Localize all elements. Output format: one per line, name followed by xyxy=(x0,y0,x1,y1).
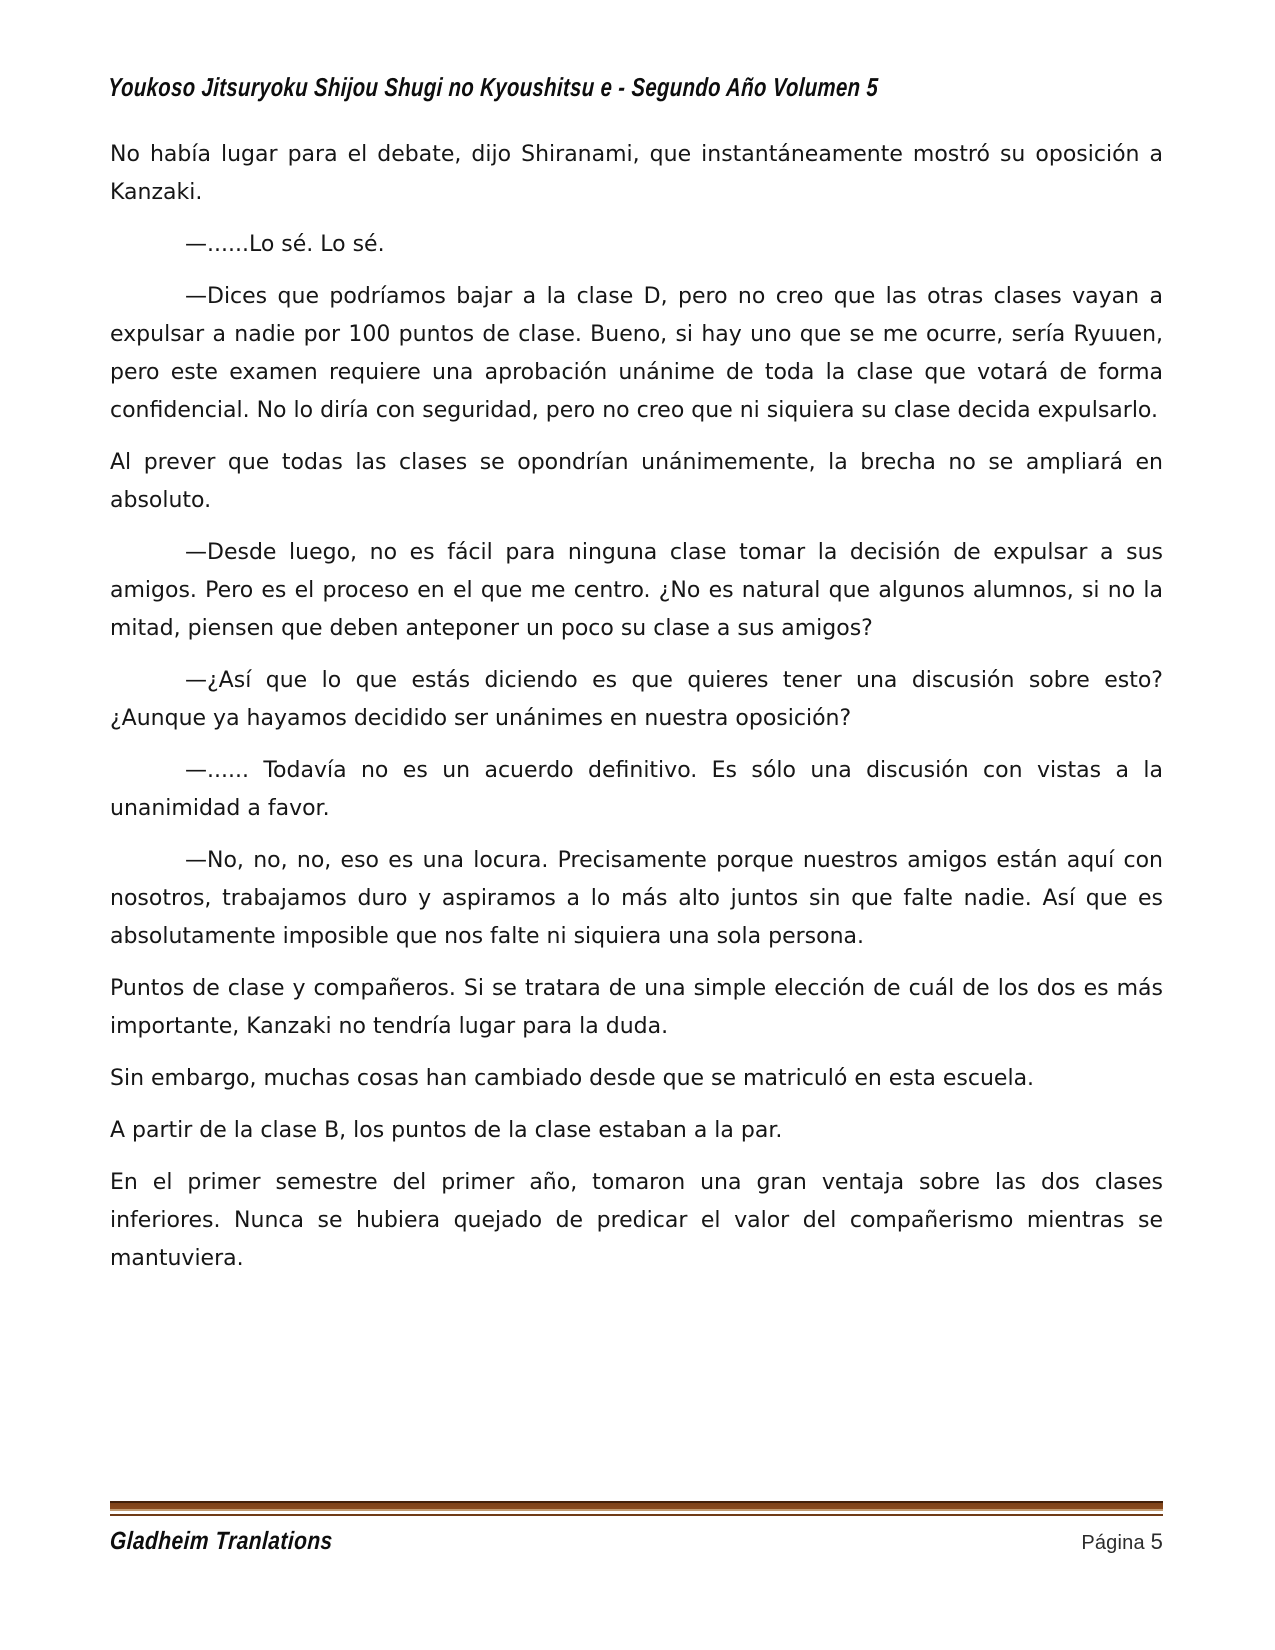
footer-rule xyxy=(110,1501,1163,1516)
page-header xyxy=(108,72,1163,103)
footer-page-number xyxy=(1081,1529,1163,1555)
body-paragraph: Puntos de clase y compañeros. Si se tratara de una simple elección de cuál de los dos es más importante, Kanzaki no tendría lugar para la duda. xyxy=(110,976,1163,1039)
page-footer xyxy=(110,1501,1163,1556)
footer-page-word: Página xyxy=(1081,1532,1145,1554)
header-title: Youkoso Jitsuryoku Shijou Shugi no Kyoushitsu e - Segundo Año Volumen 5 xyxy=(107,72,880,102)
body-paragraph: —......Lo sé. Lo sé. xyxy=(185,232,385,257)
body-paragraph: Sin embargo, muchas cosas han cambiado desde que se matriculó en esta escuela. xyxy=(110,1066,1035,1091)
body-paragraph: En el primer semestre del primer año, tomaron una gran ventaja sobre las dos clases inferiores. Nunca se hubiera quejado de predicar el valor del compañerismo mientras se mantuviera. xyxy=(110,1170,1163,1271)
document-body xyxy=(110,136,1163,1292)
body-paragraph: —Desde luego, no es fácil para ninguna clase tomar la decisión de expulsar a sus amigos. Pero es el proceso en el que me centro. ¿No es natural que algunos alumnos, si no la mitad, piensen que deben anteponer un poco su clase a sus amigos? xyxy=(110,540,1163,641)
body-paragraph: No había lugar para el debate, dijo Shiranami, que instantáneamente mostró su oposición a Kanzaki. xyxy=(110,142,1163,205)
footer-rule-thick-bar xyxy=(110,1501,1163,1511)
body-paragraph: —Dices que podríamos bajar a la clase D, pero no creo que las otras clases vayan a expulsar a nadie por 100 puntos de clase. Bueno, si hay uno que se me ocurre, sería Ryuuen, pero este examen requiere una aprobación unánime de toda la clase que votará de forma confidencial. No lo diría con seguridad, pero no creo que ni siquiera su clase decida expulsarlo. xyxy=(110,284,1163,423)
body-paragraph: A partir de la clase B, los puntos de la clase estaban a la par. xyxy=(110,1118,783,1143)
body-paragraph: Al prever que todas las clases se opondrían unánimemente, la brecha no se ampliará en absoluto. xyxy=(110,450,1163,513)
body-paragraph: —No, no, no, eso es una locura. Precisamente porque nuestros amigos están aquí con nosotros, trabajamos duro y aspiramos a lo más alto juntos sin que falte nadie. Así que es absolutamente imposible que nos falte ni siquiera una sola persona. xyxy=(110,848,1163,949)
body-paragraph: —¿Así que lo que estás diciendo es que quieres tener una discusión sobre esto? ¿Aunque ya hayamos decidido ser unánimes en nuestra oposición? xyxy=(110,668,1163,731)
footer-brand: Gladheim Tranlations xyxy=(109,1527,334,1555)
footer-rule-thin-bar xyxy=(110,1514,1163,1516)
body-paragraph: —...... Todavía no es un acuerdo definitivo. Es sólo una discusión con vistas a la unanimidad a favor. xyxy=(110,758,1163,821)
footer-page-digit: 5 xyxy=(1150,1529,1163,1554)
